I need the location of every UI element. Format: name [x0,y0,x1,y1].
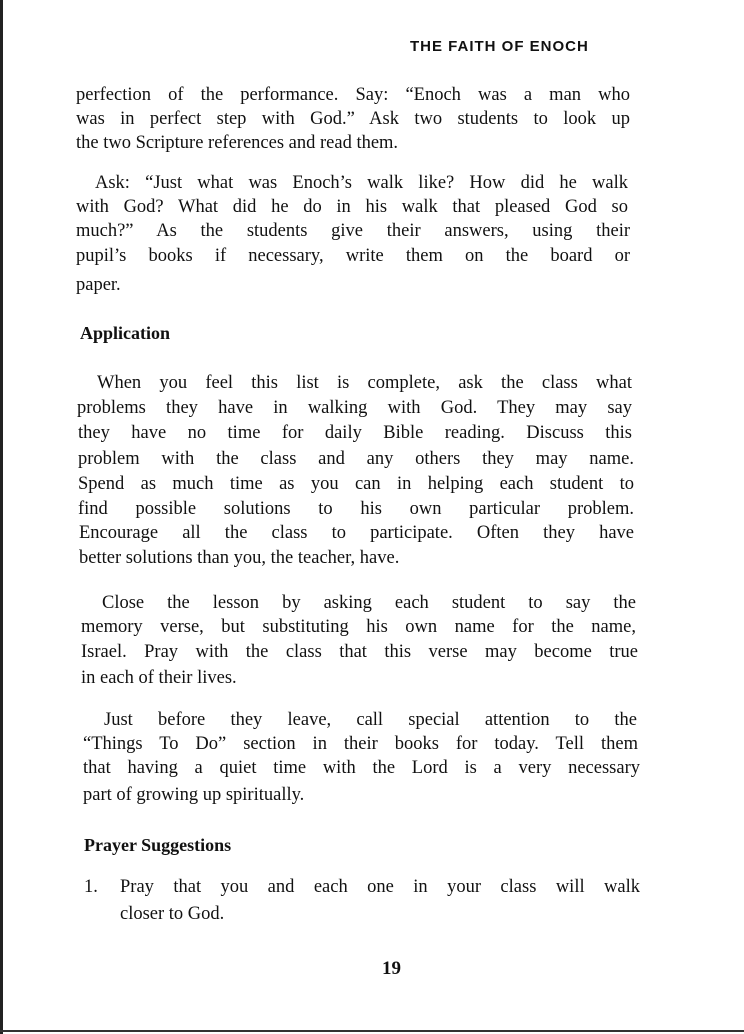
text-line: Encourage all the class to participate. Often they have [79,523,634,543]
text-line: Just before they leave, call special attention to the [104,710,637,730]
text-line: Israel. Pray with the class that this verse may become true [81,642,638,662]
text-line: problem with the class and any others they may name. [78,449,634,469]
text-line: in each of their lives. [81,668,237,688]
text-line: Close the lesson by asking each student to say the [102,593,636,613]
text-line: perfection of the performance. Say: “Enoch was a man who [76,85,630,105]
scan-edge-bottom [0,1030,744,1032]
text-line: that having a quiet time with the Lord is a very necessary [83,758,640,778]
text-line: memory verse, but substituting his own name for the name, [81,617,636,637]
text-line: When you feel this list is complete, ask the class what [97,373,632,393]
text-line: Pray that you and each one in your class will walk [120,877,640,897]
text-line: “Things To Do” section in their books for today. Tell them [83,734,638,754]
text-line: was in perfect step with God.” Ask two students to look up [76,109,630,129]
list-number: 1. [84,877,98,897]
text-line: paper. [76,275,121,295]
text-line: they have no time for daily Bible reading. Discuss this [78,423,632,443]
text-line: problems they have in walking with God. They may say [77,398,632,418]
text-line: find possible solutions to his own particular problem. [78,499,634,519]
text-line: pupil’s books if necessary, write them on the board or [76,246,630,266]
heading-application: Application [80,323,171,343]
text-line: the two Scripture references and read them. [76,133,399,153]
text-line: part of growing up spiritually. [83,785,305,805]
page-number: 19 [382,958,401,979]
text-line: much?” As the students give their answers, using their [76,221,630,241]
text-line: with God? What did he do in his walk that pleased God so [76,197,628,217]
text-line: better solutions than you, the teacher, have. [79,548,400,568]
running-head: THE FAITH OF ENOCH [410,38,589,55]
text-line: closer to God. [120,904,225,924]
text-line: Spend as much time as you can in helping each student to [78,474,634,494]
scan-edge-left [0,0,3,1034]
heading-prayer-suggestions: Prayer Suggestions [84,835,232,855]
text-line: Ask: “Just what was Enoch’s walk like? How did he walk [95,173,628,193]
